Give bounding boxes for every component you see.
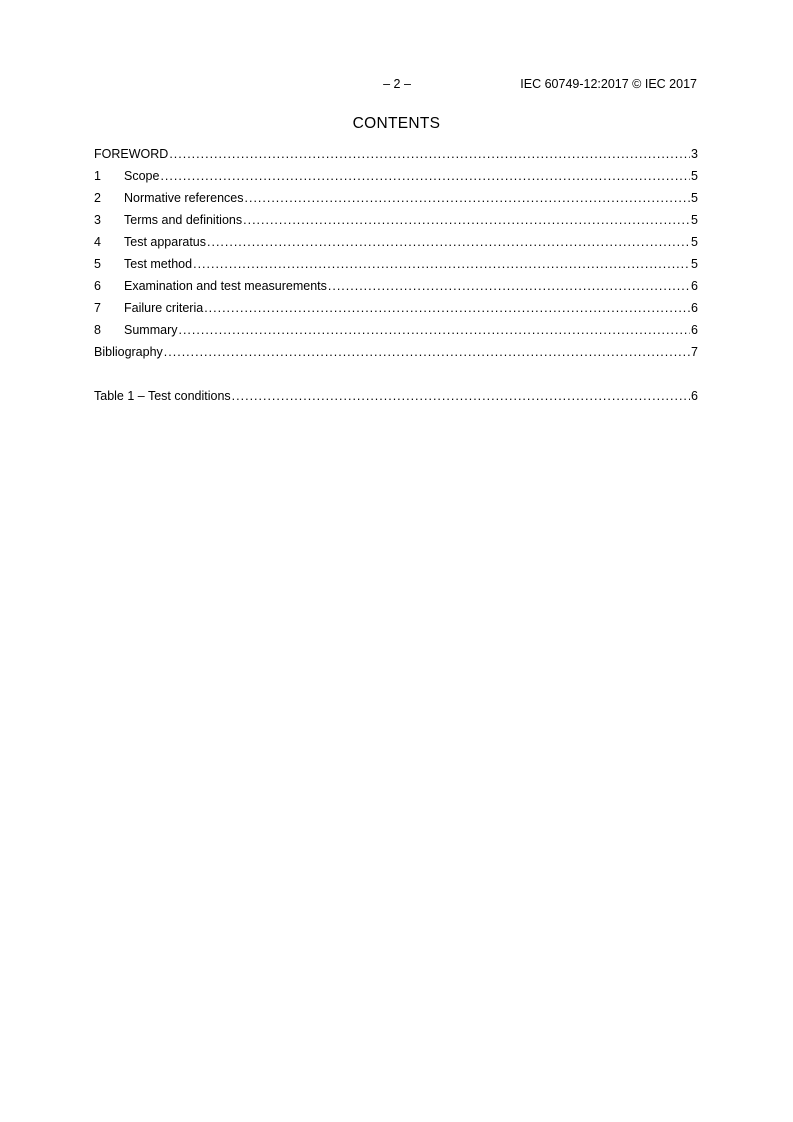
toc-dot-leader	[328, 275, 690, 297]
toc-entry-number: 6	[94, 279, 101, 293]
toc-entry-label: Terms and definitions	[124, 213, 243, 227]
toc-dot-leader	[164, 341, 690, 363]
toc-dot-leader	[178, 319, 690, 341]
toc-entry-label: Table 1 – Test conditions	[94, 389, 231, 403]
toc-entry-label: Examination and test measurements	[124, 279, 327, 293]
toc-entry-number: 1	[94, 169, 101, 183]
toc-entry-label: Test method	[124, 257, 193, 271]
toc-dot-leader	[204, 297, 690, 319]
toc-dot-leader	[207, 231, 690, 253]
toc-entry-label: Normative references	[124, 191, 244, 205]
toc-entry-number: 4	[94, 235, 101, 249]
toc-entry-label: Test apparatus	[124, 235, 206, 249]
toc-title: CONTENTS	[352, 115, 441, 132]
toc-entry-test-method[interactable]	[94, 253, 698, 275]
toc-entry-bibliography[interactable]	[94, 341, 698, 363]
toc-dot-leader	[243, 209, 690, 231]
toc-dot-leader	[169, 143, 690, 165]
toc-dot-leader	[193, 253, 690, 275]
toc-entry-examination-and-test-measurements[interactable]	[94, 275, 698, 297]
toc-entry-summary[interactable]	[94, 319, 698, 341]
toc-entry-failure-criteria[interactable]	[94, 297, 698, 319]
toc-entry-page: 7	[691, 345, 698, 359]
toc-entry-number: 8	[94, 323, 101, 337]
toc-entry-page: 5	[691, 191, 698, 205]
toc-entry-page: 6	[691, 323, 698, 337]
toc-entry-foreword[interactable]	[94, 143, 698, 165]
toc-entry-number: 2	[94, 191, 101, 205]
toc-entry-label: Scope	[124, 169, 160, 183]
toc-entry-normative-references[interactable]	[94, 187, 698, 209]
toc-entry-label: Bibliography	[94, 345, 163, 359]
toc-entry-terms-and-definitions[interactable]	[94, 209, 698, 231]
running-header	[0, 76, 793, 92]
toc-dot-leader	[245, 187, 691, 209]
toc-entry-number: 7	[94, 301, 101, 315]
toc-entry-page: 5	[691, 235, 698, 249]
toc-entry-label: FOREWORD	[94, 147, 169, 161]
toc-entry-page: 3	[691, 147, 698, 161]
toc-entry-page: 5	[691, 213, 698, 227]
toc-entry-page: 5	[691, 257, 698, 271]
page-number: – 2 –	[383, 77, 411, 91]
toc-entry-page: 6	[691, 301, 698, 315]
toc-entry-number: 3	[94, 213, 101, 227]
toc-entry-page: 6	[691, 389, 698, 403]
toc-entry-label: Failure criteria	[124, 301, 204, 315]
toc-entry-page: 5	[691, 169, 698, 183]
toc-entry-page: 6	[691, 279, 698, 293]
toc-entry-label: Summary	[124, 323, 178, 337]
toc-entry-scope[interactable]	[94, 165, 698, 187]
toc-dot-leader	[232, 385, 690, 407]
toc-spacer	[94, 363, 698, 385]
document-reference: IEC 60749-12:2017 © IEC 2017	[520, 77, 697, 91]
toc-dot-leader	[160, 165, 690, 187]
toc-entry-number: 5	[94, 257, 101, 271]
table-of-contents	[94, 143, 698, 407]
toc-entry-table-1[interactable]	[94, 385, 698, 407]
toc-entry-test-apparatus[interactable]	[94, 231, 698, 253]
